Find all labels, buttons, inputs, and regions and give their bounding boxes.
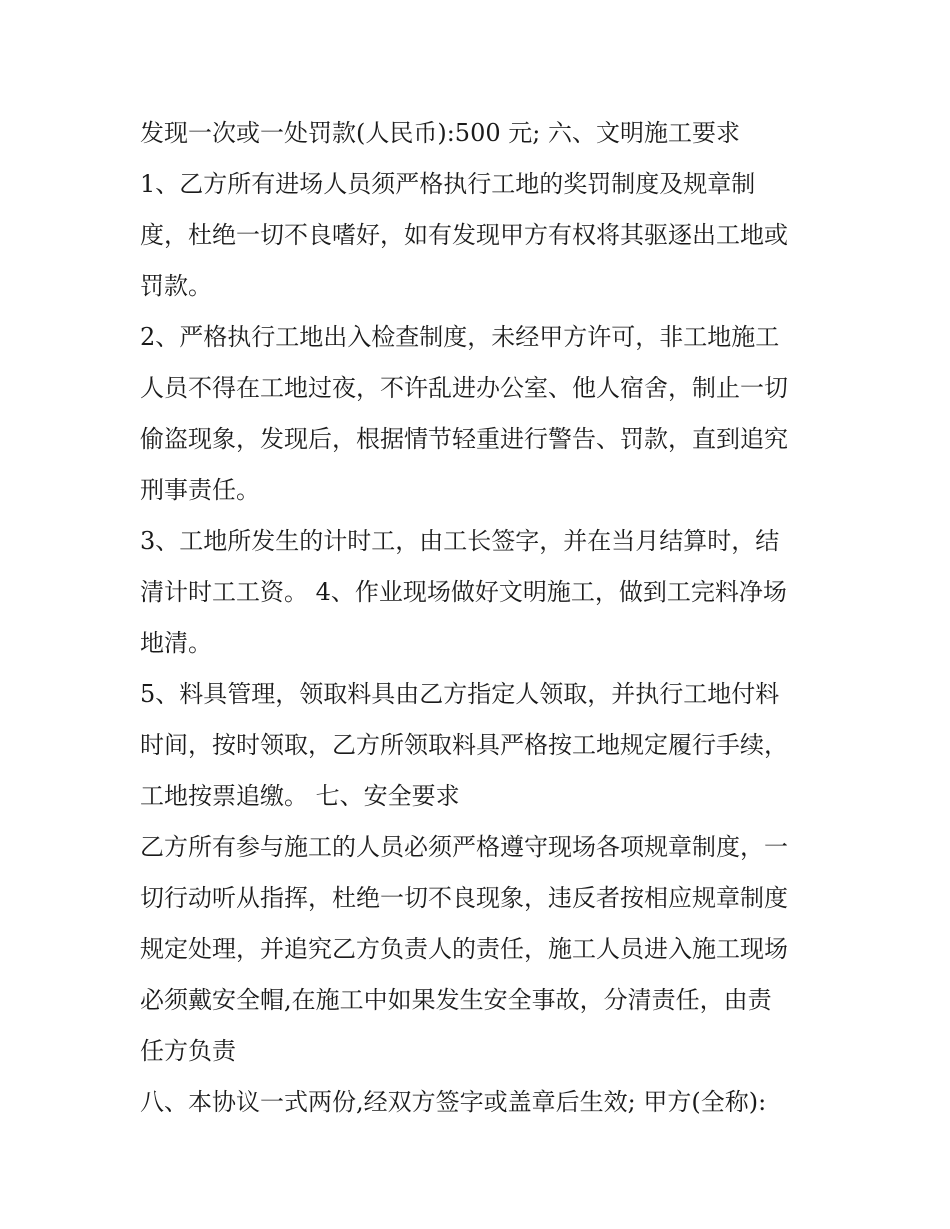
text-line: 罚款。 — [140, 272, 212, 300]
document-body — [140, 108, 820, 1128]
text-line: 3、工地所发生的计时工，由工长签字，并在当月结算时，结 — [140, 527, 780, 555]
text-line: 发现一次或一处罚款(人民币):500 元; 六、文明施工要求 — [140, 119, 740, 147]
text-line: 必须戴安全帽,在施工中如果发生安全事故，分清责任，由责 — [140, 986, 772, 1014]
text-line: 八、本协议一式两份,经双方签字或盖章后生效; 甲方(全称): — [140, 1088, 767, 1116]
text-line: 5、料具管理，领取料具由乙方指定人领取，并执行工地付料 — [140, 680, 780, 708]
text-line: 人员不得在工地过夜，不许乱进办公室、他人宿舍，制止一切 — [140, 374, 788, 402]
text-line: 工地按票追缴。 七、安全要求 — [140, 782, 460, 810]
text-line: 度，杜绝一切不良嗜好，如有发现甲方有权将其驱逐出工地或 — [140, 221, 788, 249]
text-line: 2、严格执行工地出入检查制度，未经甲方许可，非工地施工 — [140, 323, 780, 351]
text-line: 切行动听从指挥，杜绝一切不良现象，违反者按相应规章制度 — [140, 884, 788, 912]
text-line: 任方负责 — [140, 1037, 236, 1065]
text-line: 清计时工工资。 4、作业现场做好文明施工，做到工完料净场 — [140, 578, 787, 606]
text-line: 刑事责任。 — [140, 476, 260, 504]
text-line: 偷盗现象，发现后，根据情节轻重进行警告、罚款，直到追究 — [140, 425, 788, 453]
text-line: 1、乙方所有进场人员须严格执行工地的奖罚制度及规章制 — [140, 170, 756, 198]
text-line: 乙方所有参与施工的人员必须严格遵守现场各项规章制度，一 — [140, 833, 788, 861]
text-line: 时间，按时领取，乙方所领取料具严格按工地规定履行手续， — [140, 731, 788, 759]
text-line: 规定处理，并追究乙方负责人的责任，施工人员进入施工现场 — [140, 935, 788, 963]
text-line: 地清。 — [140, 629, 212, 657]
